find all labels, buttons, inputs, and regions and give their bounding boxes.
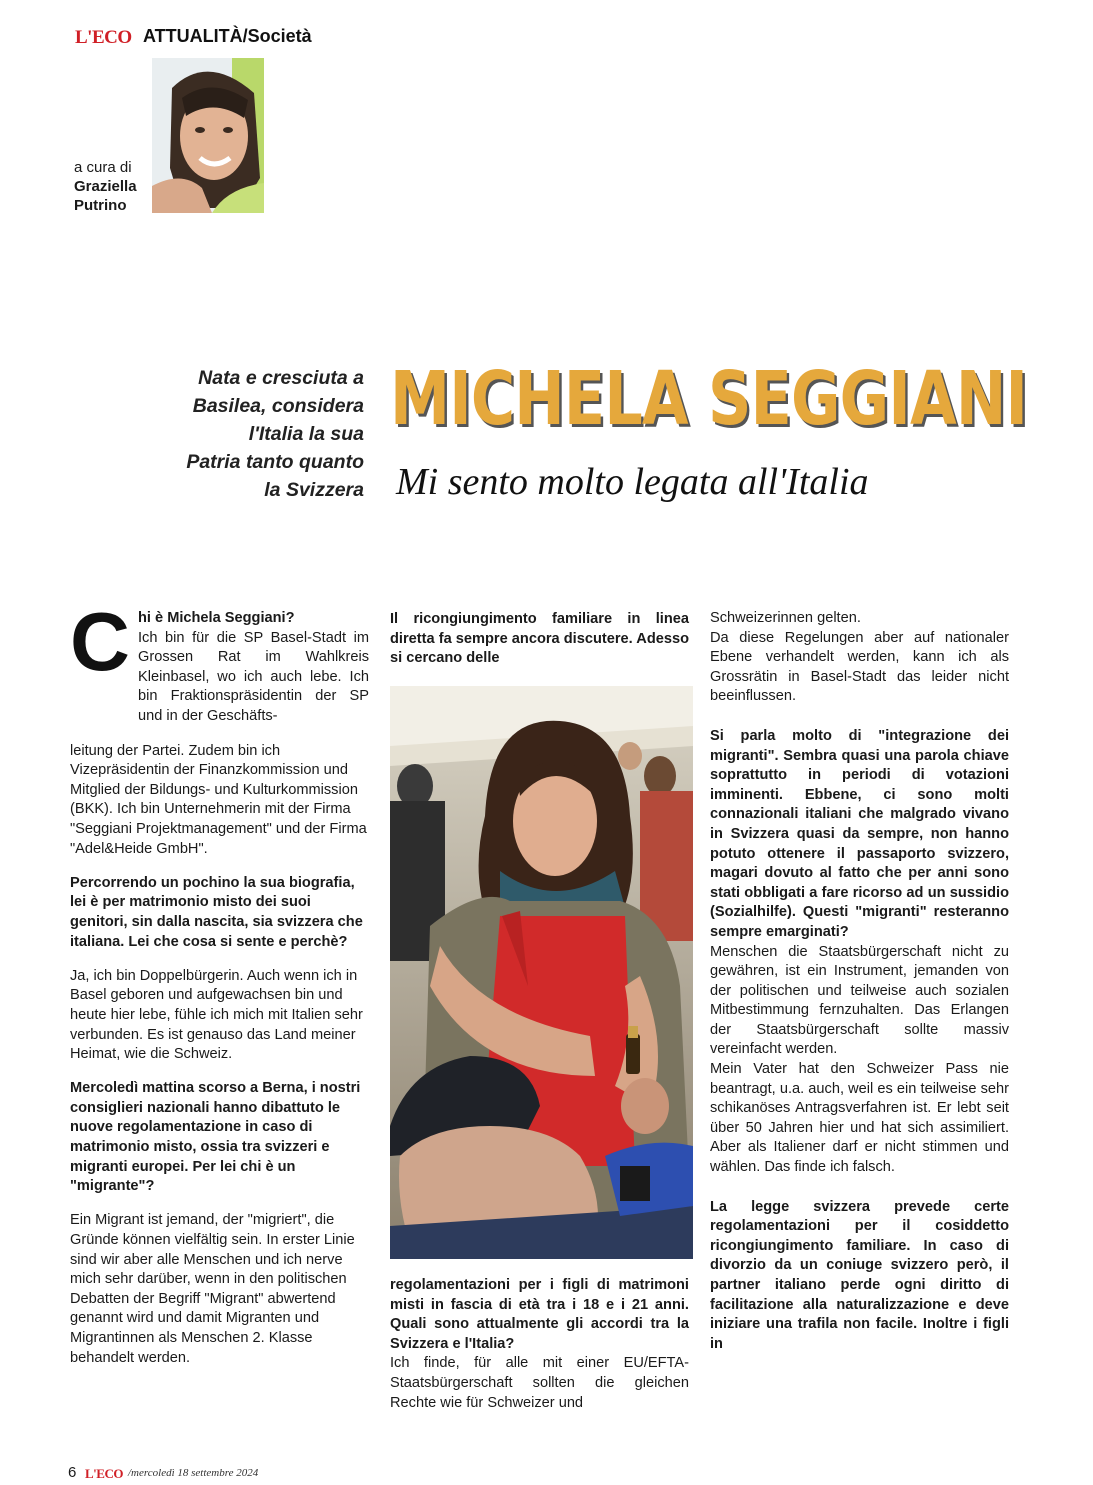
question-4-part-1: Il ricongiungimento familiare in linea diretta fa sempre ancora discutere. Adesso si cercano delle <box>390 611 689 667</box>
kicker <box>140 364 364 504</box>
article-photo <box>390 686 693 1259</box>
answer-3: Ein Migrant ist jemand, der "migriert", die Gründe können vielfältig sein. In erster Linie sind wir aber alle Menschen und ich nerve mich sehr darüber, wenn in den politischen Debatten der Begriff "Migrant" abwertend genannt wird und damit Migranten und Migrantinnen als Menschen 2. Klasse behandelt werden. <box>70 1212 355 1366</box>
header-logo: L'ECO <box>75 27 132 48</box>
footer-logo: L'ECO <box>85 1466 123 1481</box>
answer-5-paragraph-2: Mein Vater hat den Schweizer Pass nie beantragt, u.a. auch, weil es ein teilweise sehr schikanöses Antragsverfahren ist. Er lebt seit über 50 Jahren hier und hat sich assimiliert. Aber als Italiener darf er nicht stimmen und wählen. Das finde ich falsch. <box>710 1061 1009 1176</box>
page-number: 6 <box>68 1464 77 1481</box>
author-prefix: a cura di <box>74 159 132 176</box>
answer-1-rest: leitung der Partei. Zudem bin ich Vizepräsidentin der Finanzkommission und Mitglied der Bildungs- und Kulturkommission (BKK). Ich bin Unternehmerin mit der Firma "Seggiani Projektmanagement" und der Firma "Adel&Heide GmbH". <box>70 742 367 857</box>
question-4-part-2: regolamentazioni per i figli di matrimoni misti in fascia di età tra i 18 e i 21 anni. Quali sono attualmente gli accordi tra la Svizzera e l'Italia? <box>390 1277 689 1352</box>
answer-5-paragraph-1: Menschen die Staatsbürgerschaft nicht zu gewähren, ist ein Instrument, jemanden von der politischen und teilweise auch sozialen Mitbestimmung fernzuhalten. Das Erlangen der Staatsbürgerschaft sollte massiv vereinfacht werden. <box>710 943 1009 1058</box>
answer-4-part-1: Ich finde, für alle mit einer EU/EFTA-Staatsbürgerschaft sollten die gleichen Rechte wie für Schweizer und <box>390 1355 689 1411</box>
column-1 <box>70 727 369 1383</box>
issue-date: /mercoledì 18 settembre 2024 <box>128 1467 259 1479</box>
column-2-top <box>390 610 689 669</box>
drop-cap: C <box>70 595 130 688</box>
question-5: Si parla molto di "integrazione dei migranti". Sembra quasi una parola chiave soprattutto in periodi di votazioni imminenti. Ebbene, ci sono molti connazionali italiani che malgrado vivano in Svizzera quasi da sempre, non hanno potuto ottenere il passaporto svizzero, magari dovuto al fatto che per anni sono stati obbligati a fare ricorso ad un sussidio (Sozialhilfe). Questi "migranti" resteranno sempre emarginati? <box>710 727 1009 940</box>
kicker-line: Basilea, considera <box>192 395 364 417</box>
question-1: hi è Michela Seggiani? <box>138 610 295 626</box>
answer-4-part-3: Da diese Regelungen aber auf nationaler Ebene verhandelt werden, kann ich als Grossrätin in Basel-Stadt das leider nicht beeinflussen. <box>710 629 1009 705</box>
column-3 <box>710 609 1009 1354</box>
article-subtitle: Mi sento molto legata all'Italia <box>396 461 869 503</box>
question-6: La legge svizzera prevede certe regolamentazioni per il cosiddetto ricongiungimento familiare. In caso di divorzio da un coniuge svizzero però, il partner italiano perde ogni diritto di facilitazione alla naturalizzazione e deve iniziare una trafila non facile. Inoltre i figli in <box>710 1198 1009 1352</box>
section-label: ATTUALITÀ/Società <box>143 26 312 46</box>
question-3: Mercoledì mattina scorso a Berna, i nostri consiglieri nazionali hanno dibattuto le nuove regolamentazione in caso di matrimonio misto, ossia tra svizzeri e migranti europei. Per lei chi è un "migrante"? <box>70 1080 361 1195</box>
answer-1-intro: Ich bin für die SP Basel-Stadt im Grossen Rat im Wahlkreis Kleinbasel, wo ich auch lebe. Ich bin Fraktionspräsidentin der SP und in der Geschäfts- <box>138 629 369 724</box>
answer-4-part-2: Schweizerinnen gelten. <box>710 610 861 626</box>
author-last-name: Putrino <box>74 197 127 214</box>
answer-2: Ja, ich bin Doppelbürgerin. Auch wenn ich in Basel geboren und aufgewachsen bin und heute hier lebe, fühle ich mich mit Italien sehr verbunden. Es ist genauso das Land meiner Heimat, wie die Schweiz. <box>70 967 363 1063</box>
column-2-bottom <box>390 1276 689 1413</box>
kicker-line: l'Italia la sua <box>248 423 364 445</box>
article-title: MICHELA SEGGIANI <box>390 356 1028 442</box>
kicker-line: Patria tanto quanto <box>186 451 364 473</box>
kicker-line: la Svizzera <box>264 479 364 501</box>
author-portrait <box>152 58 264 213</box>
question-2: Percorrendo un pochino la sua biografia, lei è per matrimonio misto dei suoi genitori, sin dalla nascita, sia svizzera che italiana. Lei che cosa si sente e perchè? <box>70 874 363 950</box>
author-first-name: Graziella <box>74 178 137 195</box>
kicker-line: Nata e cresciuta a <box>198 367 364 389</box>
intro-text <box>138 609 369 727</box>
